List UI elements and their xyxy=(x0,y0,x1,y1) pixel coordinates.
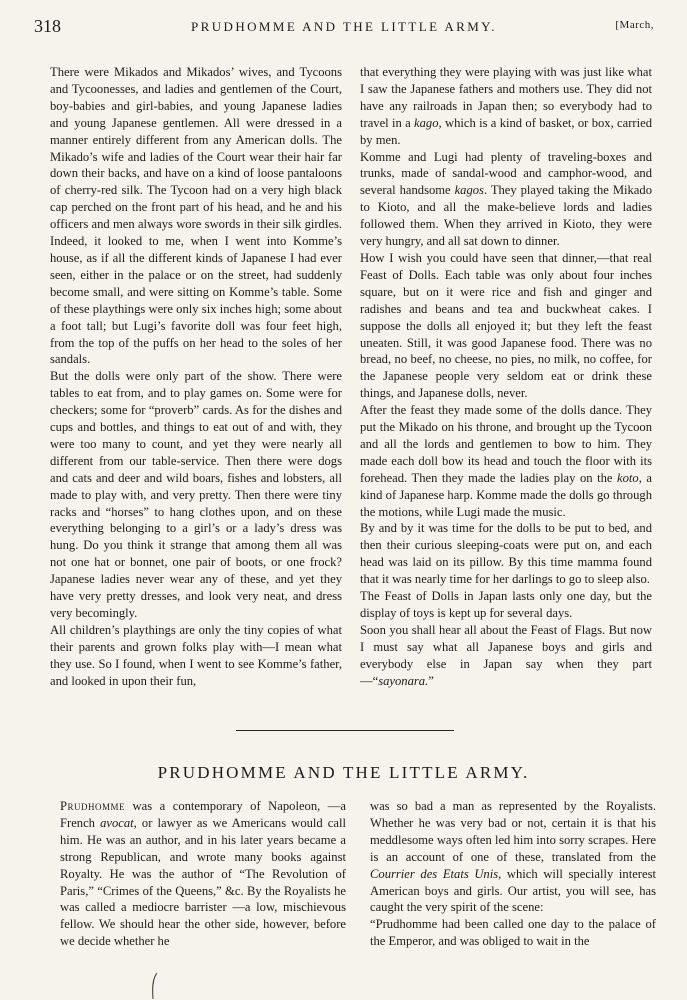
paragraph-text: “Prudhomme had been called one day to the palace of the Emperor, and was obliged to wait in the xyxy=(370,917,656,949)
paragraph-text: There were Mikados and Mikados’ wives, and Tycoons and Tycoonesses, and ladies and gentlemen of the Court, boy-babies and girl-babies, and young Japanese ladies and young Japanese gentlemen. All were dressed in a manner entirely different from any American dolls. The Mikado’s wife and ladies of the Court wear their hair far down their backs, and have on a kind of loose pantaloons of cherry-red silk. The Tycoon had on a very high black cap perched on the front part of his head, and he and his officers and men always wore swords in their silk girdles. Indeed, it looked to me, when I went into Komme’s house, as if all the different kinds of Japanese I had ever seen, either in the palace or on the street, had suddenly become small, and were sitting on Komme’s table. Some of these playthings were only six inches high; some about a foot tall; but Lugi’s favorite doll was four feet high, from the top of the puffs on her head to the soles of her sandals. xyxy=(50,65,342,367)
paragraph xyxy=(360,520,652,588)
paragraph-text: How I wish you could have seen that dinner,—that real Feast of Dolls. Each table was only about four inches square, but on it were rice and fish and ginger and radishes and beans and tea and buckwheat cakes. I suppose the dolls all enjoyed it; but they left the feast uneaten. Still, it was good Japanese food. There was no bread, no beef, no cheese, no pies, no milk, no coffee, for the Japanese people very seldom eat or drink these things, and Japanese dolls, never. xyxy=(360,250,652,401)
paragraph xyxy=(360,64,652,149)
page-number: 318 xyxy=(34,16,61,36)
issue-month: [March, xyxy=(615,19,654,31)
paragraph-text: that everything they were playing with was just like what I saw the Japanese fathers and mothers use. They did not have any railroads in Japan then; so everybody had to travel in a xyxy=(360,65,652,130)
italic-term: kagos xyxy=(454,183,484,198)
paragraph-text: , a kind of Japanese harp. Komme made the dolls go through the motions, while Lugi made the music. xyxy=(360,470,652,519)
paragraph xyxy=(50,64,342,368)
paragraph xyxy=(360,588,652,622)
stray-pen-mark xyxy=(150,972,160,1000)
running-header xyxy=(34,16,654,38)
paragraph-text: After the feast they made some of the dolls dance. They put the Mikado on his throne, and brought up the Tycoon and all the lords and gentlemen to bow to him. They made each doll bow its head and touch the floor with its forehead. Then they made the ladies play on the xyxy=(360,403,652,485)
paragraph-text: But the dolls were only part of the show. There were tables to eat from, and to play games on. Some were for checkers; some for “proverb” cards. As for the dishes and cups and bottles, and things to eat out of and with, they were too many to count, and yet they were nearly all different from our table-service. Then there were dogs and cats and deer and wild boars, fishes and lobsters, all made to play with, and very pretty. Then there were tiny racks and “horses” to hang clothes upon, and on these everything belonging to a girl’s or a lady’s dress was hung. Do you think it strange that among them all was not one hat or bonnet, one pair of boots, or one frock? Japanese ladies never wear any of these, and yet they have very pretty dresses, and look very neat, and dress very becomingly. xyxy=(50,369,342,620)
right-column xyxy=(360,64,652,690)
paragraph-text: By and by it was time for the dolls to be put to bed, and then their curious sleeping-coats were put on, and each head was laid on its pillow. By this time mamma found that it was nearly time for her darlings to go to sleep also. xyxy=(360,521,652,587)
paragraph-text: was so bad a man as represented by the Royalists. Whether he was very bad or not, certain it is that his meddlesome ways often led him into sorry scrapes. Here is an account of one of these, translated from the xyxy=(370,799,656,864)
italic-term: koto xyxy=(617,470,639,485)
paragraph xyxy=(50,622,342,690)
paragraph xyxy=(60,798,346,950)
italic-term: Courrier des Etats Unis xyxy=(370,866,499,881)
article-title: PRUDHOMME AND THE LITTLE ARMY. xyxy=(157,763,530,782)
italic-term: sayonara. xyxy=(378,673,429,688)
section-divider xyxy=(236,730,454,731)
paragraph xyxy=(360,250,652,402)
paragraph-text: Soon you shall hear all about the Feast of Flags. But now I must say what all Japanese boys and girls and everybody else in Japan say when they part—“ xyxy=(360,622,652,688)
paragraph-text: , which is a kind of basket, or box, carried by men. xyxy=(360,115,653,147)
italic-term: avocat xyxy=(100,815,134,830)
paragraph-text: , or lawyer as we Americans would call him. He was an author, and in his later years became a strong Republican, and wrote many books against Royalty. He was the author of “The Revolution of Paris,” “Crimes of the Queens,” &c. By the Royalists he was called a mediocre barrister —a low, mischievous fellow. We should hear the other side, however, before we decide whether he xyxy=(60,815,346,949)
italic-term: kago xyxy=(414,115,439,130)
lead-word: Prudhomme xyxy=(60,799,126,813)
paragraph-text: ” xyxy=(428,673,434,688)
running-title: PRUDHOMME AND THE LITTLE ARMY. xyxy=(191,19,497,34)
paragraph xyxy=(370,916,656,950)
paragraph-text: was a contemporary of Napoleon, —a French xyxy=(60,799,346,830)
article-right-column xyxy=(370,798,656,950)
paragraph xyxy=(360,622,652,690)
paragraph xyxy=(360,149,652,250)
paragraph xyxy=(360,402,652,520)
paragraph-text: The Feast of Dolls in Japan lasts only one day, but the display of toys is kept up for several days. xyxy=(360,589,652,620)
paragraph xyxy=(50,368,342,622)
paragraph-text: All children’s playthings are only the tiny copies of what their parents and grown folks play with—I mean what they use. So I found, when I went to see Komme’s father, and looked in upon their fun, xyxy=(50,622,342,688)
paragraph xyxy=(370,798,656,916)
left-column xyxy=(50,64,342,690)
paragraph-text: . They played taking the Mikado to Kioto, and all the make-believe lords and ladies followed them. When they arrived in Kioto, they were very hungry, and all sat down to dinner. xyxy=(360,183,652,249)
paragraph-text: , which will specially interest American boys and girls. Our artist, you will see, has caught the very spirit of the scene: xyxy=(370,866,656,915)
paragraph-text: Komme and Lugi had plenty of traveling-boxes and trunks, made of sandal-wood and camphor-wood, and several handsome xyxy=(360,149,652,198)
article-left-column xyxy=(60,798,346,950)
